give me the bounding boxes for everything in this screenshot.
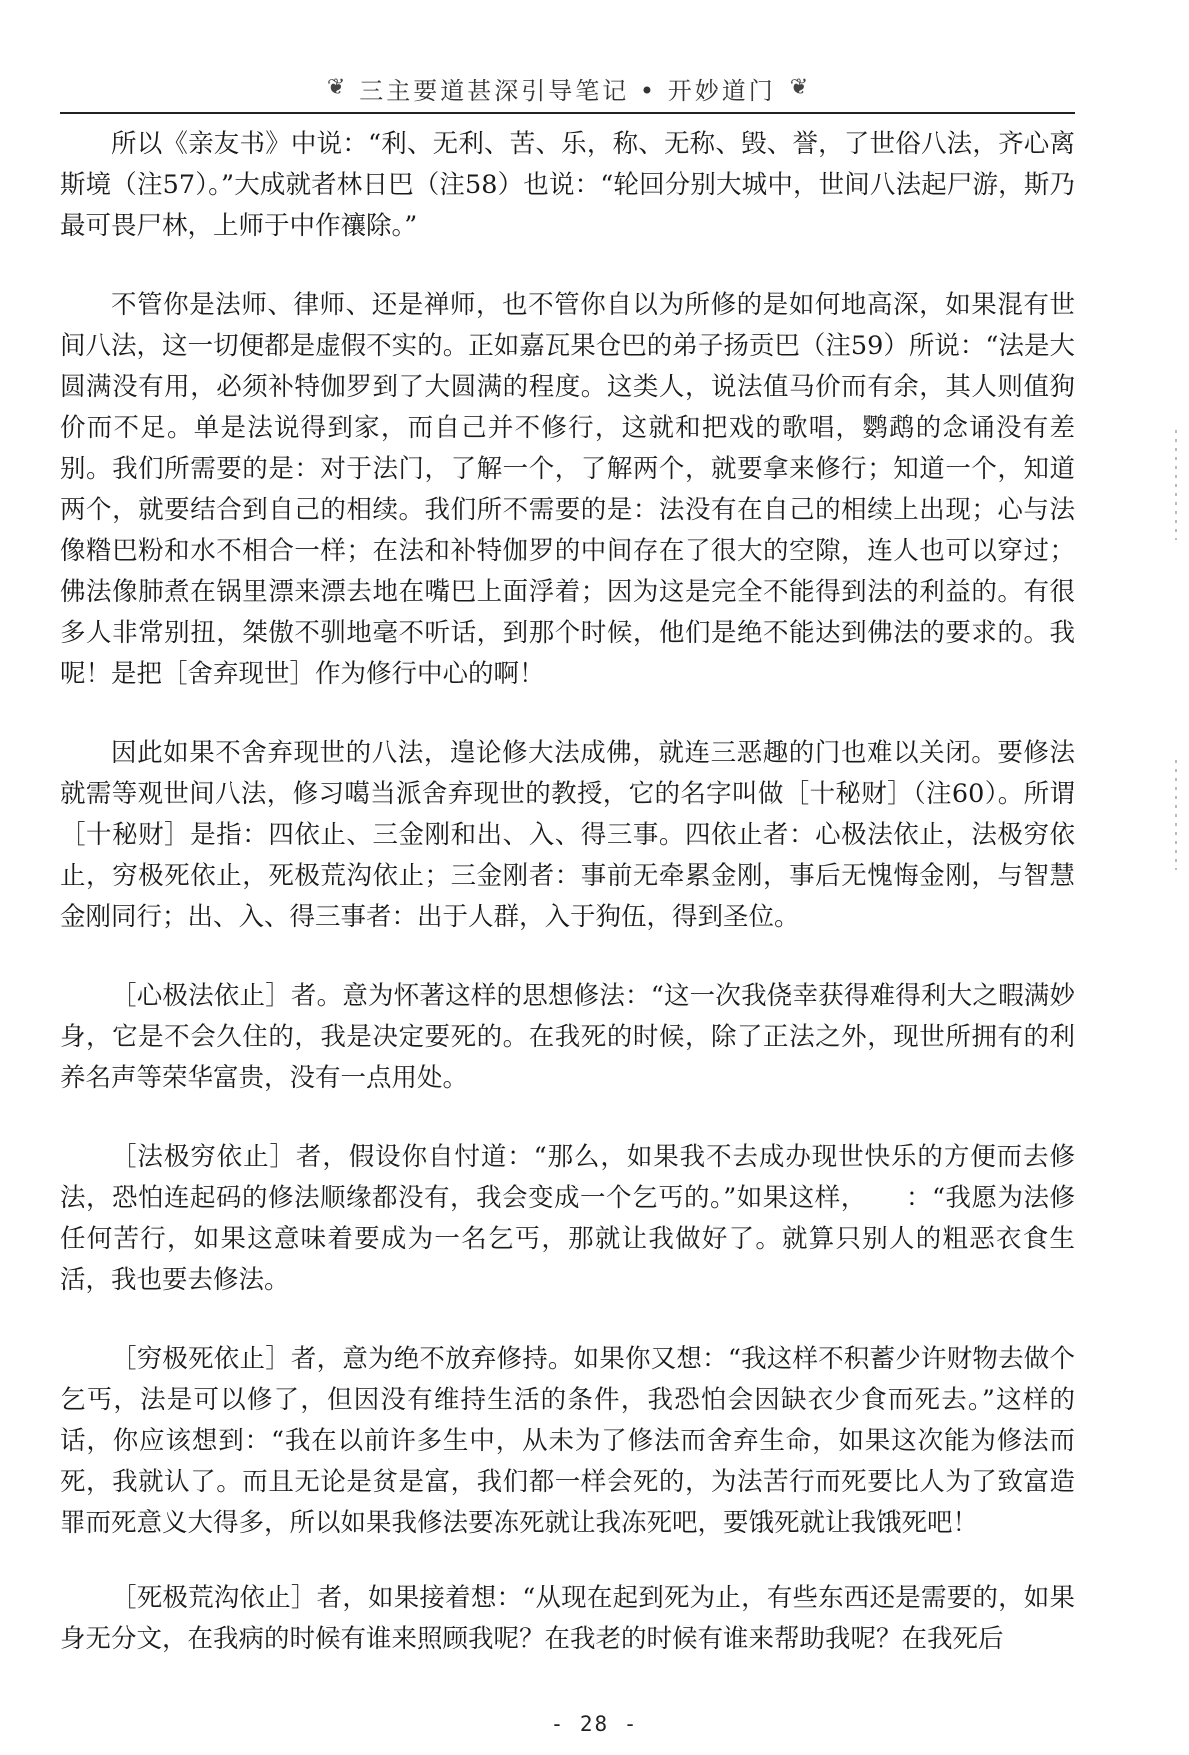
scan-edge-mark bbox=[1175, 430, 1177, 540]
paragraph-1: 所以《亲友书》中说：“利、无利、苦、乐，称、无称、毁、誉，了世俗八法，齐心离斯境（注57）。”大成就者林日巴（注58）也说：“轮回分别大城中，世间八法起尸游，斯乃最可畏尸林，上师于中作禳除。” bbox=[60, 129, 1075, 241]
header-rule bbox=[60, 112, 1075, 114]
scan-edge-mark bbox=[1175, 760, 1177, 870]
paragraph-6: ［穷极死依止］者，意为绝不放弃修持。如果你又想：“我这样不积蓄少许财物去做个乞丐，法是可以修了，但因没有维持生活的条件，我恐怕会因缺衣少食而死去。”这样的话，你应该想到：“我在以前许多生中，从未为了修法而舍弃生命，如果这次能为修法而死，我就认了。而且无论是贫是富，我们都一样会死的，为法苦行而死要比人为了致富造罪而死意义大得多，所以如果我修法要冻死就让我冻死吧，要饿死就让我饿死吧！ bbox=[60, 1344, 1075, 1538]
running-header-title: 三主要道甚深引导笔记 • 开妙道门 bbox=[359, 76, 776, 105]
lotus-ornament-icon: ❦ bbox=[789, 75, 809, 100]
paragraph-3: 因此如果不舍弃现世的八法，遑论修大法成佛，就连三恶趣的门也难以关闭。要修法就需等观世间八法，修习噶当派舍弃现世的教授，它的名字叫做［十秘财］（注60）。所谓［十秘财］是指：四依止、三金刚和出、入、得三事。四依止者：心极法依止，法极穷依止，穷极死依止，死极荒沟依止；三金刚者：事前无牵累金刚，事后无愧悔金刚，与智慧金刚同行；出、入、得三事者：出于人群，入于狗伍，得到圣位。 bbox=[60, 738, 1075, 932]
page-body bbox=[60, 124, 1075, 1698]
paragraph-2: 不管你是法师、律师、还是禅师，也不管你自以为所修的是如何地高深，如果混有世间八法，这一切便都是虚假不实的。正如嘉瓦果仓巴的弟子扬贡巴（注59）所说：“法是大圆满没有用，必须补特伽罗到了大圆满的程度。这类人，说法值马价而有余，其人则值狗价而不足。单是法说得到家，而自己并不修行，这就和把戏的歌唱，鹦鹉的念诵没有差别。我们所需要的是：对于法门，了解一个，了解两个，就要拿来修行；知道一个，知道两个，就要结合到自己的相续。我们所不需要的是：法没有在自己的相续上出现；心与法像糌巴粉和水不相合一样；在法和补特伽罗的中间存在了很大的空隙，连人也可以穿过；佛法像肺煮在锅里漂来漂去地在嘴巴上面浮着；因为这是完全不能得到法的利益的。有很多人非常别扭，桀傲不驯地毫不听话，到那个时候，他们是绝不能达到佛法的要求的。我呢！是把［舍弃现世］作为修行中心的啊！ bbox=[60, 290, 1075, 689]
running-header bbox=[60, 62, 1075, 114]
paragraph-4: ［心极法依止］者。意为怀著这样的思想修法：“这一次我侥幸获得难得利大之暇满妙身，它是不会久住的，我是决定要死的。在我死的时候，除了正法之外，现世所拥有的利养名声等荣华富贵，没有一点用处。 bbox=[60, 981, 1075, 1093]
page-number: - 28 - bbox=[550, 1712, 639, 1736]
paragraph-5: ［法极穷依止］者，假设你自忖道：“那么，如果我不去成办现世快乐的方便而去修法，恐怕连起码的修法顺缘都没有，我会变成一个乞丐的。”如果这样， ：“我愿为法修任何苦行，如果这意味着要成为一名乞丐，那就让我做好了。就算只别人的粗恶衣食生活，我也要去修法。 bbox=[60, 1142, 1075, 1295]
lotus-ornament-icon: ❦ bbox=[326, 75, 346, 100]
paragraph-7: ［死极荒沟依止］者，如果接着想：“从现在起到死为止，有些东西还是需要的，如果身无分文，在我病的时候有谁来照顾我呢？在我老的时候有谁来帮助我呢？在我死后 bbox=[60, 1583, 1075, 1654]
